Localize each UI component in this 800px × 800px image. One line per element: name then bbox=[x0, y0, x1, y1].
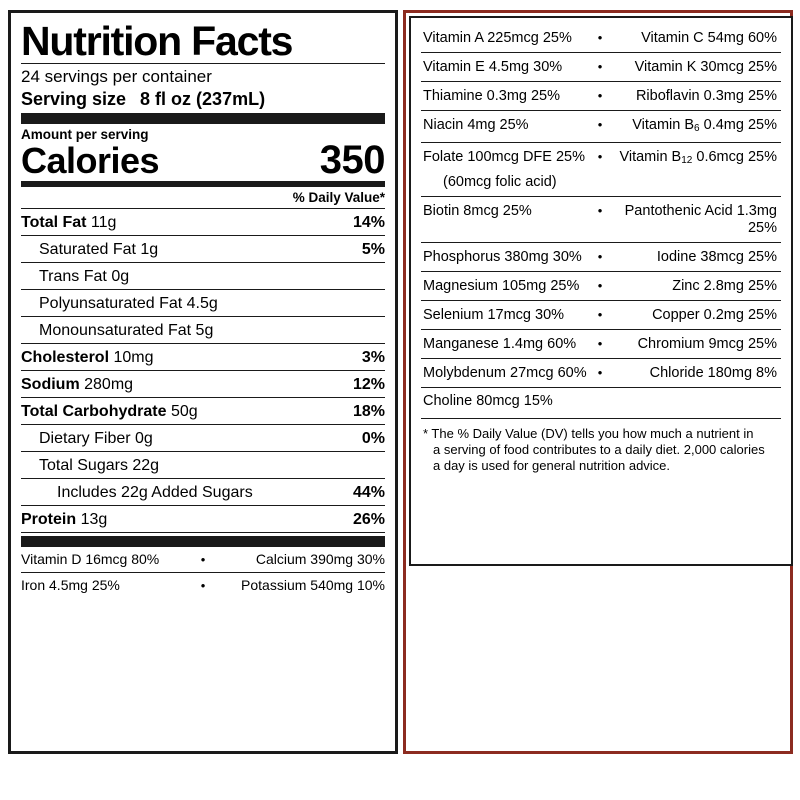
vitamin-row bbox=[21, 547, 385, 572]
bullet-dot-icon: • bbox=[597, 249, 603, 264]
nutrient-row bbox=[21, 506, 385, 532]
nutrient-daily-value: 12% bbox=[352, 375, 385, 393]
micronutrient-row bbox=[421, 301, 781, 330]
nutrient-row bbox=[21, 290, 385, 316]
nutrient-name: Polyunsaturated Fat 4.5g bbox=[39, 294, 218, 312]
bullet-dot-icon: • bbox=[597, 149, 603, 164]
micronutrient-right: Vitamin K 30mcg 25% bbox=[634, 59, 777, 75]
micronutrient-row bbox=[421, 272, 781, 301]
nutrient-row bbox=[21, 398, 385, 424]
micronutrient-row bbox=[421, 197, 781, 243]
micronutrient-left: Thiamine 0.3mg 25% bbox=[423, 88, 561, 104]
micronutrient-row bbox=[421, 143, 781, 174]
micronutrient-right: Chloride 180mg 8% bbox=[649, 365, 777, 381]
nutrient-daily-value: 18% bbox=[352, 402, 385, 420]
micronutrient-left: Biotin 8mcg 25% bbox=[423, 203, 532, 219]
micronutrient-subtext: (60mcg folic acid) bbox=[421, 174, 781, 197]
micronutrient-right: Iodine 38mcg 25% bbox=[656, 249, 777, 265]
bullet-dot-icon: • bbox=[597, 117, 603, 132]
micronutrient-left: Niacin 4mg 25% bbox=[423, 117, 529, 133]
bullet-dot-icon: • bbox=[597, 307, 603, 322]
nutrient-row bbox=[21, 452, 385, 478]
page-title: Nutrition Facts bbox=[21, 18, 293, 64]
micronutrient-row bbox=[421, 359, 781, 388]
nutrient-name: Sodium 280mg bbox=[21, 375, 134, 393]
nutrient-name: Cholesterol 10mg bbox=[21, 348, 154, 366]
bullet-dot-icon: • bbox=[597, 336, 603, 351]
micronutrient-list bbox=[421, 24, 781, 415]
micronutrient-right: Vitamin C 54mg 60% bbox=[641, 30, 777, 46]
micronutrient-left: Magnesium 105mg 25% bbox=[423, 278, 580, 294]
nutrient-row bbox=[21, 236, 385, 262]
nutrient-daily-value: 14% bbox=[352, 213, 385, 231]
micronutrient-panel bbox=[403, 10, 793, 754]
nutrient-name: Saturated Fat 1g bbox=[39, 240, 159, 258]
calories-row bbox=[21, 139, 385, 181]
nutrient-row bbox=[21, 317, 385, 343]
bullet-dot-icon: • bbox=[200, 552, 206, 567]
micronutrient-right: Zinc 2.8mg 25% bbox=[672, 278, 777, 294]
micronutrient-right: Copper 0.2mg 25% bbox=[652, 307, 777, 323]
nutrient-row bbox=[21, 479, 385, 505]
vitamin-right: Calcium 390mg 30% bbox=[255, 551, 385, 567]
divider-thick-bottom bbox=[21, 536, 385, 547]
micronutrient-row bbox=[421, 330, 781, 359]
micronutrient-row bbox=[421, 82, 781, 111]
divider-thick-top bbox=[21, 113, 385, 124]
micronutrient-left: Molybdenum 27mcg 60% bbox=[423, 365, 587, 381]
micronutrient-left: Phosphorus 380mg 30% bbox=[423, 249, 582, 265]
serving-size-value: 8 fl oz (237mL) bbox=[140, 89, 266, 109]
nutrient-name: Total Sugars 22g bbox=[39, 456, 160, 474]
micronutrient-right: Vitamin $B_6$ 0.4mg 25% bbox=[632, 117, 777, 134]
micronutrient-left: Vitamin E 4.5mg 30% bbox=[423, 59, 563, 75]
micronutrient-row bbox=[421, 111, 781, 143]
bullet-dot-icon: • bbox=[200, 578, 206, 593]
micronutrient-right: Chromium 9mcg 25% bbox=[637, 336, 777, 352]
servings-per-container: 24 servings per container bbox=[21, 67, 212, 86]
bullet-dot-icon: • bbox=[597, 203, 603, 218]
micronutrient-row bbox=[421, 24, 781, 53]
micronutrient-right: Riboflavin 0.3mg 25% bbox=[635, 88, 777, 104]
calories-value: 350 bbox=[319, 138, 385, 182]
divider-nutrient bbox=[21, 532, 385, 533]
micronutrient-row bbox=[421, 53, 781, 82]
nutrient-name: Total Carbohydrate 50g bbox=[21, 402, 198, 420]
nutrient-daily-value: 26% bbox=[352, 510, 385, 528]
vitamin-left: Vitamin D 16mcg 80% bbox=[21, 551, 160, 567]
amount-per-serving-label: Amount per serving bbox=[21, 127, 149, 142]
nutrient-row bbox=[21, 425, 385, 451]
nutrient-name: Trans Fat 0g bbox=[39, 267, 130, 285]
micronutrient-left: Selenium 17mcg 30% bbox=[423, 307, 565, 323]
bullet-dot-icon: • bbox=[597, 365, 603, 380]
vitamin-row bbox=[21, 573, 385, 598]
nutrient-name: Protein 13g bbox=[21, 510, 108, 528]
micronutrient-left: Manganese 1.4mg 60% bbox=[423, 336, 577, 352]
nutrient-name: Total Fat 11g bbox=[21, 213, 117, 231]
vitamin-right: Potassium 540mg 10% bbox=[241, 577, 385, 593]
micronutrient-row bbox=[421, 388, 781, 415]
calories-label: Calories bbox=[21, 140, 160, 181]
nutrient-daily-value: 0% bbox=[361, 429, 385, 447]
nutrient-daily-value: 5% bbox=[361, 240, 385, 258]
footnote-line-3: a day is used for general nutrition advice. bbox=[433, 458, 671, 473]
nutrient-name: Monounsaturated Fat 5g bbox=[39, 321, 214, 339]
serving-size-row bbox=[21, 88, 385, 110]
footnote-line-1: * The % Daily Value (DV) tells you how much a nutrient in bbox=[423, 426, 754, 441]
micronutrient-right: Vitamin $B_{12}$ 0.6mcg 25% bbox=[619, 149, 777, 166]
nutrient-row bbox=[21, 209, 385, 235]
nutrient-daily-value: 3% bbox=[361, 348, 385, 366]
micronutrient-inner-box bbox=[409, 16, 793, 566]
micronutrient-left: Vitamin A 225mcg 25% bbox=[423, 30, 572, 46]
bullet-dot-icon: • bbox=[597, 59, 603, 74]
nutrient-name: Dietary Fiber 0g bbox=[39, 429, 153, 447]
bullet-dot-icon: • bbox=[597, 278, 603, 293]
vitamin-left: Iron 4.5mg 25% bbox=[21, 577, 120, 593]
daily-value-header: % Daily Value* bbox=[292, 190, 385, 205]
daily-value-footnote bbox=[421, 419, 781, 474]
serving-size-label: Serving size bbox=[21, 89, 127, 109]
micronutrient-row bbox=[421, 243, 781, 272]
micronutrient-left: Folate 100mcg DFE 25% bbox=[423, 149, 585, 165]
nutrient-list bbox=[21, 209, 385, 533]
nutrient-daily-value: 44% bbox=[352, 483, 385, 501]
footnote-line-2: a serving of food contributes to a daily diet. 2,000 calories bbox=[433, 442, 765, 457]
nutrient-row bbox=[21, 371, 385, 397]
bottom-vitamins-list bbox=[21, 547, 385, 598]
nutrient-row bbox=[21, 263, 385, 289]
bullet-dot-icon: • bbox=[597, 88, 603, 103]
micronutrient-right: Pantothenic Acid 1.3mg 25% bbox=[624, 203, 777, 236]
micronutrient-left: Choline 80mcg 15% bbox=[423, 393, 553, 409]
nutrient-row bbox=[21, 344, 385, 370]
nutrient-name: Includes 22g Added Sugars bbox=[57, 483, 253, 501]
nutrition-facts-panel bbox=[8, 10, 398, 754]
bullet-dot-icon: • bbox=[597, 30, 603, 45]
